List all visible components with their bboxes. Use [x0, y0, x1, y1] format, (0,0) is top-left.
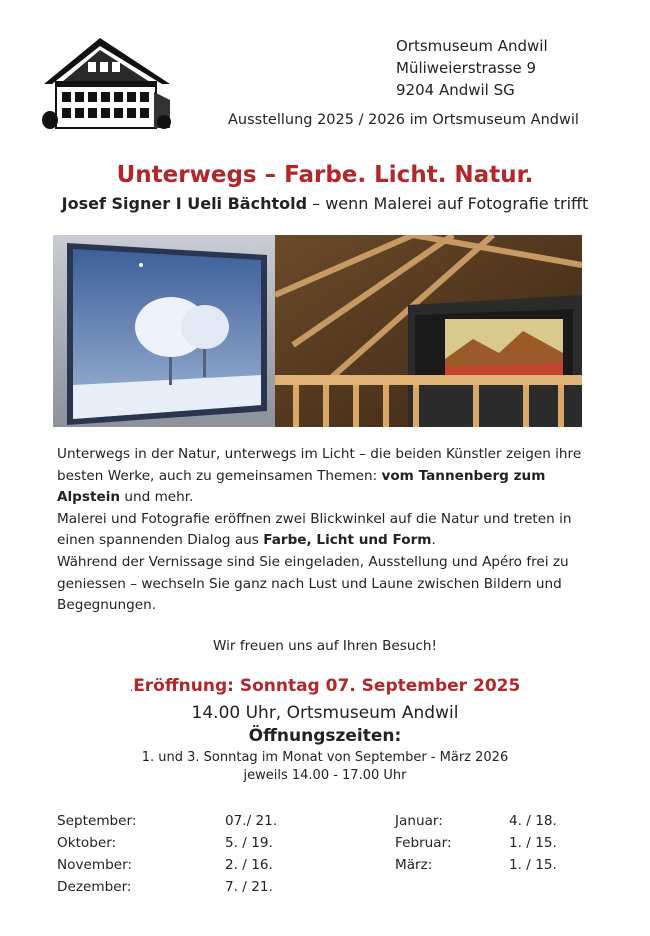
schedule-right-months — [395, 810, 452, 876]
intro-paragraph-3: Während der Vernissage sind Sie eingeladen, Ausstellung und Apéro frei zu geniessen – wechseln Sie ganz nach Lust und Laune zwischen Bildern und Begegnungen. — [57, 553, 569, 614]
opening-prefix: . — [129, 681, 134, 694]
museum-name: Ortsmuseum Andwil — [396, 37, 548, 55]
intro-p2-end: . — [431, 532, 436, 549]
intro-p1-bold: vom Tannenberg zum Alpstein — [57, 467, 546, 506]
schedule-month: Dezember: — [57, 879, 132, 895]
schedule-dates: 4. / 18. — [509, 813, 557, 829]
schedule-dates: 1. / 15. — [509, 835, 557, 851]
schedule-month: Januar: — [395, 813, 443, 829]
subtitle-rest: – wenn Malerei auf Fotografie trifft — [307, 194, 589, 213]
schedule-month: September: — [57, 813, 137, 829]
hours-line-2: jeweils 14.00 - 17.00 Uhr — [243, 768, 407, 783]
welcome-text: Wir freuen uns auf Ihren Besuch! — [212, 638, 437, 654]
artist-1: Josef Signer — [61, 194, 171, 213]
opening-details: 14.00 Uhr, Ortsmuseum Andwil — [191, 703, 459, 723]
hours-title: Öffnungszeiten: — [248, 726, 402, 746]
intro-paragraph-2 — [57, 509, 597, 552]
exhibition-line: Ausstellung 2025 / 2026 im Ortsmuseum Andwil — [228, 112, 579, 128]
schedule-month: November: — [57, 857, 133, 873]
schedule-dates: 1. / 15. — [509, 857, 557, 873]
schedule-month: Februar: — [395, 835, 452, 851]
intro-p2-start: Malerei und Fotografie eröffnen zwei Blickwinkel auf die Natur und treten in einen spannenden Dialog aus — [57, 510, 572, 549]
schedule-dates: 2. / 16. — [225, 857, 273, 873]
schedule-left-months — [57, 810, 136, 898]
intro-p1-start: Unterwegs in der Natur, unterwegs im Licht – die beiden Künstler zeigen ihre besten Werke, auch zu gemeinsamen Themen: — [57, 446, 582, 484]
schedule-month: Oktober: — [57, 835, 117, 851]
intro-text — [57, 444, 597, 617]
hours-line-1: 1. und 3. Sonntag im Monat von September - März 2026 — [141, 750, 509, 765]
page-title: Unterwegs – Farbe. Licht. Natur. — [116, 162, 534, 188]
schedule-dates: 07./ 21. — [225, 813, 278, 829]
artist-separator: I — [170, 194, 188, 213]
subtitle — [0, 194, 650, 213]
schedule-right-dates — [509, 810, 557, 876]
intro-p1-end: und mehr. — [120, 489, 194, 506]
intro-p2-bold: Farbe, Licht und Form — [263, 532, 432, 549]
opening-label: Eröffnung: Sonntag 07. September 2025 — [133, 676, 521, 696]
schedule-month: März: — [395, 857, 433, 873]
schedule-dates: 5. / 19. — [225, 835, 273, 851]
museum-city: 9204 Andwil SG — [396, 81, 515, 99]
artist-2: Ueli Bächtold — [187, 194, 308, 213]
exhibition-photo — [53, 235, 582, 427]
schedule-left-dates — [225, 810, 277, 898]
intro-paragraph-1 — [57, 444, 597, 509]
opening-heading — [0, 676, 650, 696]
museum-street: Müliweierstrasse 9 — [396, 59, 537, 77]
museum-house-logo — [42, 32, 172, 130]
schedule-dates: 7. / 21. — [225, 879, 273, 895]
